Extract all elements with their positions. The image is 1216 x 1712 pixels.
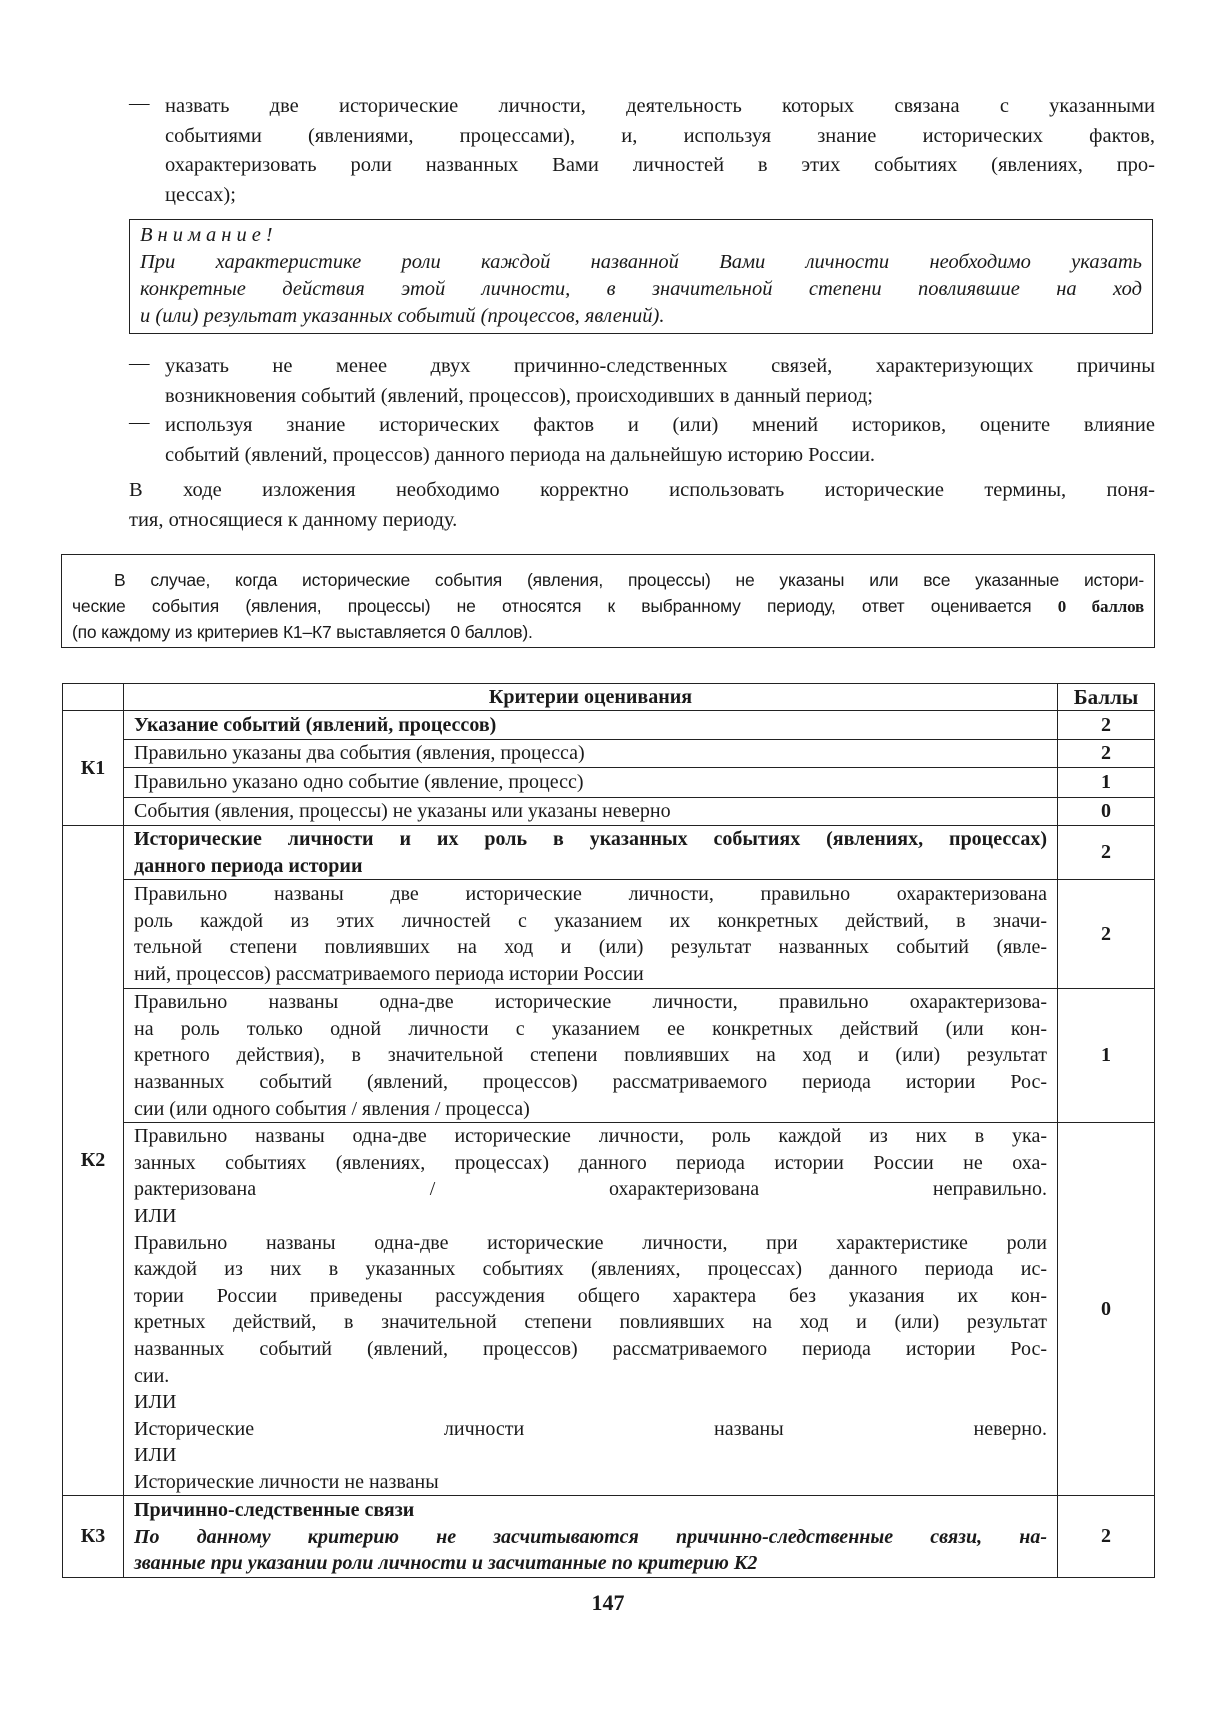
table-row: [63, 740, 1155, 768]
criterion-code: К1: [63, 711, 124, 826]
text-line: кретных действий, в значительной степени повлиявших на ход и (или) результат: [134, 1311, 1047, 1334]
text-line: назвать две исторические личности, деятельность которых связана с указанными: [165, 95, 1155, 117]
text-line: каждой из них в указанных событиях (явлениях, процессах) данного периода ис-: [134, 1258, 1047, 1281]
text-line: названных событий (явлений, процессов) рассматриваемого периода истории Рос-: [134, 1070, 1047, 1093]
bullet-text: [165, 411, 1155, 470]
criterion-text: Правильно указаны два события (явления, процесса): [124, 740, 1058, 768]
table-row: [63, 1123, 1155, 1496]
points-cell: 2: [1058, 826, 1155, 880]
note-line: [72, 593, 1144, 619]
criterion-text: [124, 880, 1058, 989]
text-line: событиями (явлениями, процессами), и, используя знание исторических фактов,: [165, 124, 1155, 147]
note-bold: 0 баллов: [1057, 597, 1144, 616]
points-cell: 2: [1058, 880, 1155, 989]
text-line: ний, процессов) рассматриваемого периода истории России: [134, 962, 644, 985]
text-line: ИЛИ: [134, 1444, 177, 1467]
text-line: на роль только одной личности с указанием ее конкретных действий (или кон-: [134, 1017, 1047, 1040]
bullet-dash: —: [129, 411, 150, 433]
points-cell: 0: [1058, 1123, 1155, 1496]
text-line: роль каждой из этих личностей с указанием их конкретных действий, в значи-: [134, 909, 1047, 932]
bullet-causes: [129, 352, 1155, 411]
criterion-title: [124, 826, 1058, 880]
text-line: ИЛИ: [134, 1204, 177, 1227]
table-row: [63, 880, 1155, 989]
text-line: тории России приведены рассуждения общего характера без указания их кон-: [134, 1284, 1047, 1307]
text-line: событий (явлений, процессов) данного периода на дальнейшую историю России.: [165, 443, 876, 466]
text-line: Правильно названы одна-две исторические личности, правильно охарактеризова-: [134, 991, 1047, 1014]
bullet-dash: —: [129, 92, 150, 114]
table-row: [63, 711, 1155, 740]
text-line: Исторические личности не названы: [134, 1470, 439, 1493]
text-line: тия, относящиеся к данному периоду.: [129, 508, 458, 531]
criterion-cell: [124, 1496, 1058, 1578]
text-line: званные при указании роли личности и засчитанные по критерию К2: [134, 1552, 758, 1575]
points-cell: 2: [1058, 740, 1155, 768]
attention-text: [140, 249, 1142, 330]
text-line: кретного действия), в значительной степени повлиявших на ход и (или) результат: [134, 1044, 1047, 1067]
scoring-note-box: [61, 554, 1155, 648]
points-cell: 1: [1058, 768, 1155, 798]
text-line: конкретные действия этой личности, в значительной степени повлиявшие на ход: [140, 278, 1142, 300]
text-line: и (или) результат указанных событий (процессов, явлений).: [140, 305, 665, 327]
note-line: В случае, когда исторические события (явления, процессы) не указаны или все указанные истори-: [114, 570, 1144, 590]
table-row: [63, 1496, 1155, 1578]
bullet-dash: —: [129, 352, 150, 374]
table-row: [63, 798, 1155, 826]
attention-title: Внимание!: [140, 224, 278, 246]
points-cell: 0: [1058, 798, 1155, 826]
text-line: используя знание исторических фактов и (или) мнений историков, оцените влияние: [165, 414, 1155, 436]
text-line: рактеризована / охарактеризована неправильно.: [134, 1178, 1047, 1201]
criterion-text: Правильно указано одно событие (явление, процесс): [124, 768, 1058, 798]
points-cell: 1: [1058, 989, 1155, 1123]
text-line: названных событий (явлений, процессов) рассматриваемого периода истории Рос-: [134, 1337, 1047, 1360]
text-line: сии (или одного события / явления / процесса): [134, 1097, 530, 1120]
text-line: Правильно названы одна-две исторические личности, роль каждой из них в ука-: [134, 1125, 1047, 1148]
points-cell: 2: [1058, 711, 1155, 740]
page-number: 147: [591, 1590, 625, 1615]
bullet-influence: [129, 411, 1155, 470]
terms-paragraph: [129, 476, 1155, 535]
text-line: Исторические личности названы неверно.: [134, 1417, 1047, 1440]
criterion-text: [124, 989, 1058, 1123]
criterion-code: К3: [63, 1496, 124, 1578]
table-row: [63, 989, 1155, 1123]
text-line: Правильно названы две исторические личности, правильно охарактеризована: [134, 883, 1047, 905]
text-line: данного периода истории: [134, 854, 363, 877]
text-line: ИЛИ: [134, 1391, 177, 1414]
note-line: (по каждому из критериев К1–К7 выставляется 0 баллов).: [72, 622, 533, 642]
text-line: цессах);: [165, 183, 236, 206]
table-row: [63, 768, 1155, 798]
criterion-note: [134, 1524, 1047, 1577]
text-line: сии.: [134, 1364, 170, 1387]
text-line: По данному критерию не засчитываются причинно-следственные связи, на-: [134, 1525, 1047, 1548]
criterion-code: К2: [63, 826, 124, 1496]
points-cell: 2: [1058, 1496, 1155, 1578]
points-header: Баллы: [1058, 684, 1155, 711]
text-line: При характеристике роли каждой названной Вами личности необходимо указать: [140, 251, 1142, 273]
note-text: ческие события (явления, процессы) не относятся к выбранному периоду, ответ оценивается: [72, 596, 1032, 616]
bullet-text: [165, 92, 1155, 210]
text-line: занных событиях (явлениях, процессах) данного периода истории России не оха-: [134, 1151, 1047, 1174]
code-header: [63, 684, 124, 711]
text-line: Правильно названы одна-две исторические личности, при характеристике роли: [134, 1231, 1047, 1254]
criterion-text: События (явления, процессы) не указаны или указаны неверно: [124, 798, 1058, 826]
text-line: возникновения событий (явлений, процессов), происходивших в данный период;: [165, 384, 873, 407]
criterion-title: Указание событий (явлений, процессов): [124, 711, 1058, 740]
criteria-header: Критерии оценивания: [124, 684, 1058, 711]
text-line: В ходе изложения необходимо корректно использовать исторические термины, поня-: [129, 479, 1155, 501]
table-header-row: [63, 684, 1155, 711]
bullet-text: [165, 352, 1155, 411]
table-row: [63, 826, 1155, 880]
criterion-text: [124, 1123, 1058, 1496]
text-line: указать не менее двух причинно-следственных связей, характеризующих причины: [165, 355, 1155, 377]
text-line: охарактеризовать роли названных Вами личностей в этих событиях (явлениях, про-: [165, 154, 1155, 176]
text-line: Исторические личности и их роль в указанных событиях (явлениях, процессах): [134, 828, 1047, 850]
text-line: тельной степени повлиявших на ход и (или) результат названных событий (явле-: [134, 936, 1047, 959]
attention-box: [129, 219, 1153, 334]
criterion-title: Причинно-следственные связи: [134, 1499, 415, 1522]
criteria-table: [62, 683, 1155, 1578]
intro-bullet: [129, 92, 1155, 210]
